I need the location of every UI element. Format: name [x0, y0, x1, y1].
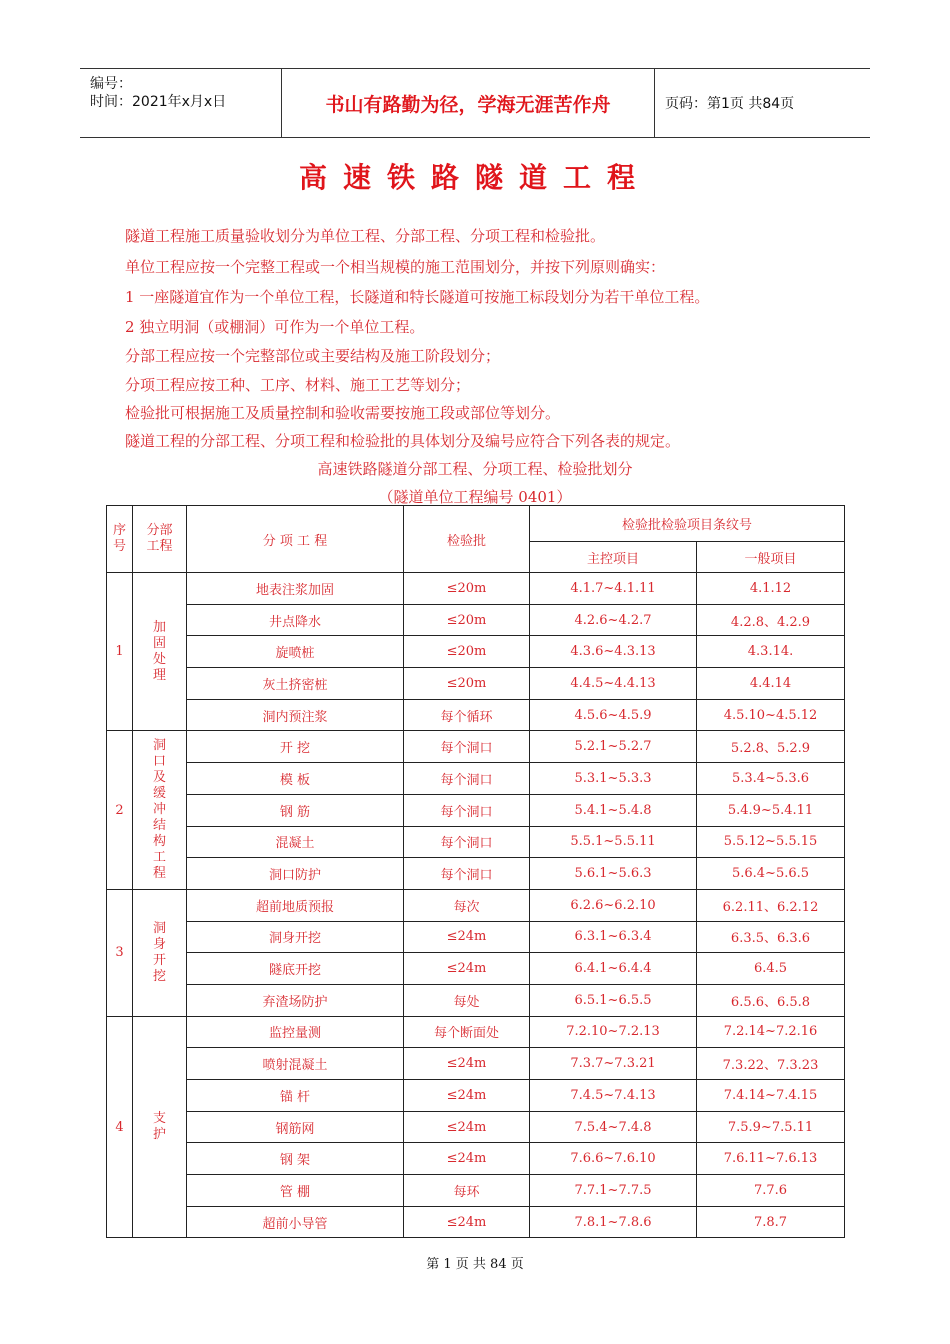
cell-batch: 每个断面处	[404, 1016, 530, 1048]
cell-batch: ≤24m	[404, 1048, 530, 1080]
cell-main: 5.3.1~5.3.3	[530, 763, 697, 795]
document-header	[80, 68, 870, 138]
table-row	[107, 604, 845, 636]
group-division-name	[133, 573, 187, 731]
cell-batch: ≤24m	[404, 1143, 530, 1175]
cell-main: 7.2.10~7.2.13	[530, 1016, 697, 1048]
table-row	[107, 794, 845, 826]
cell-batch: ≤20m	[404, 668, 530, 700]
cell-general: 5.6.4~5.6.5	[697, 858, 845, 890]
table-row	[107, 699, 845, 731]
cell-item: 井点降水	[187, 604, 404, 636]
cell-batch: ≤24m	[404, 1206, 530, 1238]
header-batch: 检验批	[404, 506, 530, 573]
cell-batch: ≤24m	[404, 1080, 530, 1112]
cell-general: 4.3.14.	[697, 636, 845, 668]
table-row	[107, 858, 845, 890]
cell-general: 6.3.5、6.3.6	[697, 921, 845, 953]
cell-item: 洞内预注浆	[187, 699, 404, 731]
header-main-items: 主控项目	[530, 542, 697, 573]
cell-batch: 每个洞口	[404, 794, 530, 826]
cell-batch: ≤24m	[404, 953, 530, 985]
cell-batch: ≤24m	[404, 1111, 530, 1143]
table-row	[107, 1206, 845, 1238]
cell-general: 7.6.11~7.6.13	[697, 1143, 845, 1175]
cell-batch: ≤20m	[404, 604, 530, 636]
cell-batch: 每个洞口	[404, 858, 530, 890]
cell-general: 7.2.14~7.2.16	[697, 1016, 845, 1048]
cell-main: 7.3.7~7.3.21	[530, 1048, 697, 1080]
cell-batch: ≤20m	[404, 573, 530, 605]
cell-general: 5.5.12~5.5.15	[697, 826, 845, 858]
table-row	[107, 1016, 845, 1048]
cell-main: 6.3.1~6.3.4	[530, 921, 697, 953]
cell-general: 7.7.6	[697, 1175, 845, 1207]
cell-main: 7.6.6~7.6.10	[530, 1143, 697, 1175]
cell-batch: ≤24m	[404, 921, 530, 953]
cell-general: 7.4.14~7.4.15	[697, 1080, 845, 1112]
paragraph: 分项工程应按工种、工序、材料、施工工艺等划分；	[125, 376, 471, 394]
group-division-name	[133, 1016, 187, 1238]
cell-main: 5.4.1~5.4.8	[530, 794, 697, 826]
cell-main: 7.7.1~7.7.5	[530, 1175, 697, 1207]
cell-general: 5.4.9~5.4.11	[697, 794, 845, 826]
paragraph: 隧道工程施工质量验收划分为单位工程、分部工程、分项工程和检验批。	[125, 227, 606, 245]
cell-batch: 每次	[404, 889, 530, 921]
cell-main: 5.5.1~5.5.11	[530, 826, 697, 858]
division-name-text: 洞身开挖	[152, 920, 166, 984]
cell-main: 6.2.6~6.2.10	[530, 889, 697, 921]
table-row	[107, 763, 845, 795]
cell-main: 7.4.5~7.4.13	[530, 1080, 697, 1112]
cell-item: 地表注浆加固	[187, 573, 404, 605]
cell-item: 超前小导管	[187, 1206, 404, 1238]
cell-main: 4.1.7~4.1.11	[530, 573, 697, 605]
cell-item: 模 板	[187, 763, 404, 795]
header-page-info: 页码：第1页 共84页	[665, 96, 795, 112]
table-row	[107, 1048, 845, 1080]
table-caption: 高速铁路隧道分部工程、分项工程、检验批划分	[317, 460, 633, 478]
cell-main: 4.5.6~4.5.9	[530, 699, 697, 731]
cell-general: 7.8.7	[697, 1206, 845, 1238]
cell-general: 5.3.4~5.3.6	[697, 763, 845, 795]
header-clause-group: 检验批检验项目条纹号	[530, 506, 845, 542]
cell-item: 喷射混凝土	[187, 1048, 404, 1080]
paragraph: 2 独立明洞（或棚洞）可作为一个单位工程。	[125, 318, 425, 336]
table-row	[107, 889, 845, 921]
table-row	[107, 668, 845, 700]
cell-item: 混凝土	[187, 826, 404, 858]
paragraph: 检验批可根据施工及质量控制和验收需要按施工段或部位等划分。	[125, 404, 561, 422]
group-division-name	[133, 731, 187, 889]
group-seq: 4	[107, 1016, 133, 1238]
cell-item: 开 挖	[187, 731, 404, 763]
cell-item: 锚 杆	[187, 1080, 404, 1112]
group-division-name	[133, 889, 187, 1016]
time-label: 时间：2021年x月x日	[90, 94, 227, 110]
table-row	[107, 1143, 845, 1175]
cell-batch: 每环	[404, 1175, 530, 1207]
cell-batch: 每处	[404, 984, 530, 1016]
cell-item: 超前地质预报	[187, 889, 404, 921]
division-name-text: 加固处理	[152, 619, 166, 683]
cell-item: 钢 架	[187, 1143, 404, 1175]
cell-item: 洞身开挖	[187, 921, 404, 953]
cell-main: 5.2.1~5.2.7	[530, 731, 697, 763]
table-row	[107, 921, 845, 953]
cell-batch: ≤20m	[404, 636, 530, 668]
cell-main: 6.5.1~6.5.5	[530, 984, 697, 1016]
group-seq: 2	[107, 731, 133, 889]
cell-item: 监控量测	[187, 1016, 404, 1048]
header-general-items: 一般项目	[697, 542, 845, 573]
table-subcaption: （隧道单位工程编号 0401）	[378, 488, 572, 506]
cell-main: 4.2.6~4.2.7	[530, 604, 697, 636]
table-row	[107, 953, 845, 985]
division-name-text: 支护	[152, 1111, 166, 1143]
cell-batch: 每个洞口	[404, 731, 530, 763]
document-title: 高速铁路隧道工程	[298, 161, 651, 194]
cell-main: 6.4.1~6.4.4	[530, 953, 697, 985]
cell-item: 管 棚	[187, 1175, 404, 1207]
header-item: 分 项 工 程	[187, 506, 404, 573]
paragraph: 分部工程应按一个完整部位或主要结构及施工阶段划分；	[125, 347, 501, 365]
cell-general: 4.1.12	[697, 573, 845, 605]
cell-item: 弃渣场防护	[187, 984, 404, 1016]
division-name-text: 洞口及缓冲结构工程	[152, 738, 166, 882]
group-seq: 1	[107, 573, 133, 731]
cell-batch: 每个循环	[404, 699, 530, 731]
table-row	[107, 636, 845, 668]
header-division: 分部工程	[133, 506, 187, 573]
header-seq: 序号	[107, 506, 133, 573]
cell-batch: 每个洞口	[404, 826, 530, 858]
cell-general: 6.5.6、6.5.8	[697, 984, 845, 1016]
page-footer: 第 1 页 共 84 页	[426, 1257, 524, 1272]
cell-main: 5.6.1~5.6.3	[530, 858, 697, 890]
cell-main: 4.4.5~4.4.13	[530, 668, 697, 700]
cell-item: 灰土挤密桩	[187, 668, 404, 700]
table-row	[107, 826, 845, 858]
number-label: 编号：	[90, 76, 132, 92]
cell-batch: 每个洞口	[404, 763, 530, 795]
paragraph: 单位工程应按一个完整工程或一个相当规模的施工范围划分，并按下列原则确实：	[125, 258, 666, 276]
cell-main: 7.5.4~7.4.8	[530, 1111, 697, 1143]
table-row	[107, 573, 845, 605]
division-table	[106, 505, 845, 1238]
cell-main: 4.3.6~4.3.13	[530, 636, 697, 668]
cell-general: 7.3.22、7.3.23	[697, 1048, 845, 1080]
table-row	[107, 984, 845, 1016]
cell-general: 4.4.14	[697, 668, 845, 700]
cell-item: 钢 筋	[187, 794, 404, 826]
cell-general: 4.2.8、4.2.9	[697, 604, 845, 636]
cell-item: 钢筋网	[187, 1111, 404, 1143]
cell-general: 7.5.9~7.5.11	[697, 1111, 845, 1143]
cell-item: 隧底开挖	[187, 953, 404, 985]
cell-item: 洞口防护	[187, 858, 404, 890]
header-motto: 书山有路勤为径，学海无涯苦作舟	[281, 69, 655, 137]
cell-general: 5.2.8、5.2.9	[697, 731, 845, 763]
cell-general: 6.4.5	[697, 953, 845, 985]
table-row	[107, 1080, 845, 1112]
cell-general: 4.5.10~4.5.12	[697, 699, 845, 731]
paragraph: 1 一座隧道宜作为一个单位工程，长隧道和特长隧道可按施工标段划分为若干单位工程。	[125, 288, 710, 306]
table-row	[107, 1111, 845, 1143]
cell-main: 7.8.1~7.8.6	[530, 1206, 697, 1238]
group-seq: 3	[107, 889, 133, 1016]
header-meta	[80, 69, 280, 137]
cell-item: 旋喷桩	[187, 636, 404, 668]
table-row	[107, 1175, 845, 1207]
paragraph: 隧道工程的分部工程、分项工程和检验批的具体划分及编号应符合下列各表的规定。	[125, 432, 681, 450]
table-row	[107, 731, 845, 763]
cell-general: 6.2.11、6.2.12	[697, 889, 845, 921]
